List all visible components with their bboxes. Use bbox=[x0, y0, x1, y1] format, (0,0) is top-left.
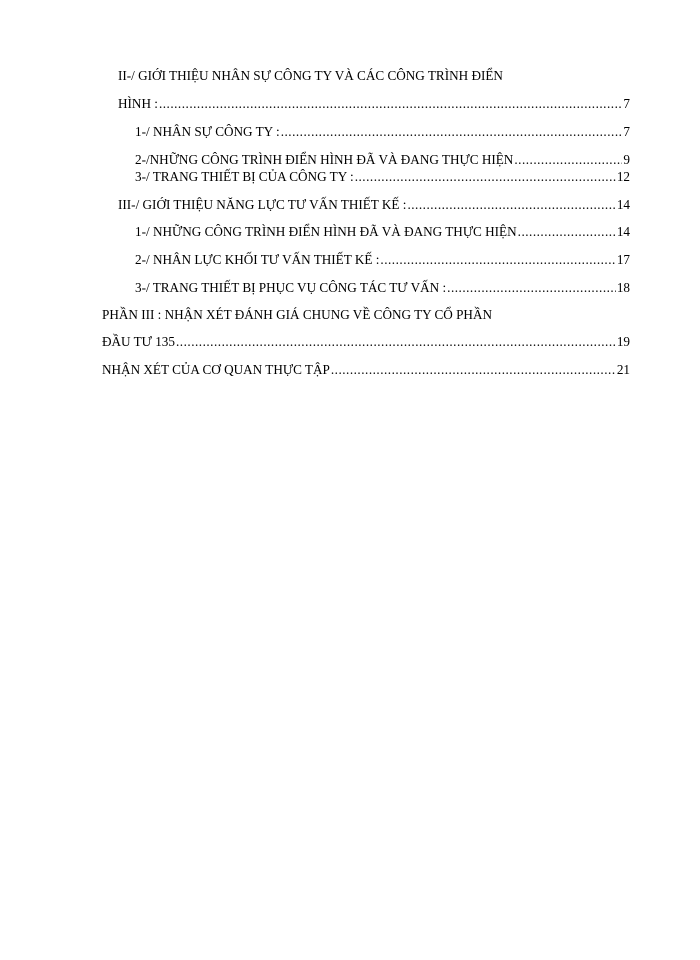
toc-entry-text: 3-/ TRANG THIẾT BỊ PHỤC VỤ CÔNG TÁC TƯ VẤN : bbox=[135, 280, 447, 295]
toc-entry-iii-3 bbox=[135, 279, 630, 297]
toc-leader-dots bbox=[331, 361, 616, 379]
toc-page-number: 7 bbox=[623, 124, 630, 139]
toc-entry-text: II-/ GIỚI THIỆU NHÂN SỰ CÔNG TY VÀ CÁC CÔNG TRÌNH ĐIỂN bbox=[118, 68, 503, 83]
toc-leader-dots bbox=[407, 196, 615, 214]
toc-leader-dots bbox=[518, 223, 616, 241]
toc-entry-text: 3-/ TRANG THIẾT BỊ CỦA CÔNG TY : bbox=[135, 169, 354, 184]
toc-page-number: 14 bbox=[616, 224, 630, 239]
toc-entry-iii-2 bbox=[135, 251, 630, 269]
toc-page-number: 12 bbox=[616, 169, 630, 184]
toc-entry-part-iii-line2 bbox=[102, 333, 630, 351]
toc-page-number: 19 bbox=[616, 334, 630, 349]
toc-leader-dots bbox=[355, 168, 616, 186]
toc-page-number: 9 bbox=[623, 152, 630, 167]
toc-entry-iii-1 bbox=[135, 223, 630, 241]
toc-entry-text: 2-/NHỮNG CÔNG TRÌNH ĐIỂN HÌNH ĐÃ VÀ ĐANG THỰC HIỆN bbox=[135, 152, 514, 167]
toc-entry-text: 1-/ NHÂN SỰ CÔNG TY : bbox=[135, 124, 280, 139]
toc-entry-text: 1-/ NHỮNG CÔNG TRÌNH ĐIỂN HÌNH ĐÃ VÀ ĐANG THỰC HIỆN bbox=[135, 224, 517, 239]
toc-entry-text: HÌNH : bbox=[118, 96, 158, 111]
toc-entry-internship-review bbox=[102, 361, 630, 379]
toc-page-number: 14 bbox=[616, 197, 630, 212]
toc-leader-dots bbox=[176, 333, 616, 351]
toc-page-number: 17 bbox=[616, 252, 630, 267]
toc-page-number: 18 bbox=[616, 280, 630, 295]
toc-entry-section-iii bbox=[118, 196, 630, 214]
toc-entry-ii-1 bbox=[135, 123, 630, 141]
toc-entry-part-iii-line1 bbox=[102, 306, 630, 324]
toc-entry-ii-3 bbox=[135, 168, 630, 186]
toc-page-number: 21 bbox=[616, 362, 630, 377]
toc-leader-dots bbox=[447, 279, 616, 297]
toc-leader-dots bbox=[514, 151, 622, 169]
toc-entry-text: III-/ GIỚI THIỆU NĂNG LỰC TƯ VẤN THIẾT KẾ : bbox=[118, 197, 407, 212]
toc-entry-section-ii-line1 bbox=[118, 67, 630, 85]
toc-page-number: 7 bbox=[623, 96, 630, 111]
toc-entry-ii-2 bbox=[135, 151, 630, 169]
toc-entry-text: NHẬN XÉT CỦA CƠ QUAN THỰC TẬP bbox=[102, 362, 330, 377]
toc-leader-dots bbox=[159, 95, 622, 113]
toc-leader-dots bbox=[380, 251, 615, 269]
toc-entry-text: ĐẦU TƯ 135 bbox=[102, 334, 175, 349]
toc-entry-text: PHẦN III : NHẬN XÉT ĐÁNH GIÁ CHUNG VỀ CÔNG TY CỔ PHẦN bbox=[102, 307, 493, 322]
toc-leader-dots bbox=[281, 123, 623, 141]
toc-entry-text: 2-/ NHÂN LỰC KHỐI TƯ VẤN THIẾT KẾ : bbox=[135, 252, 380, 267]
toc-entry-section-ii-line2 bbox=[118, 95, 630, 113]
